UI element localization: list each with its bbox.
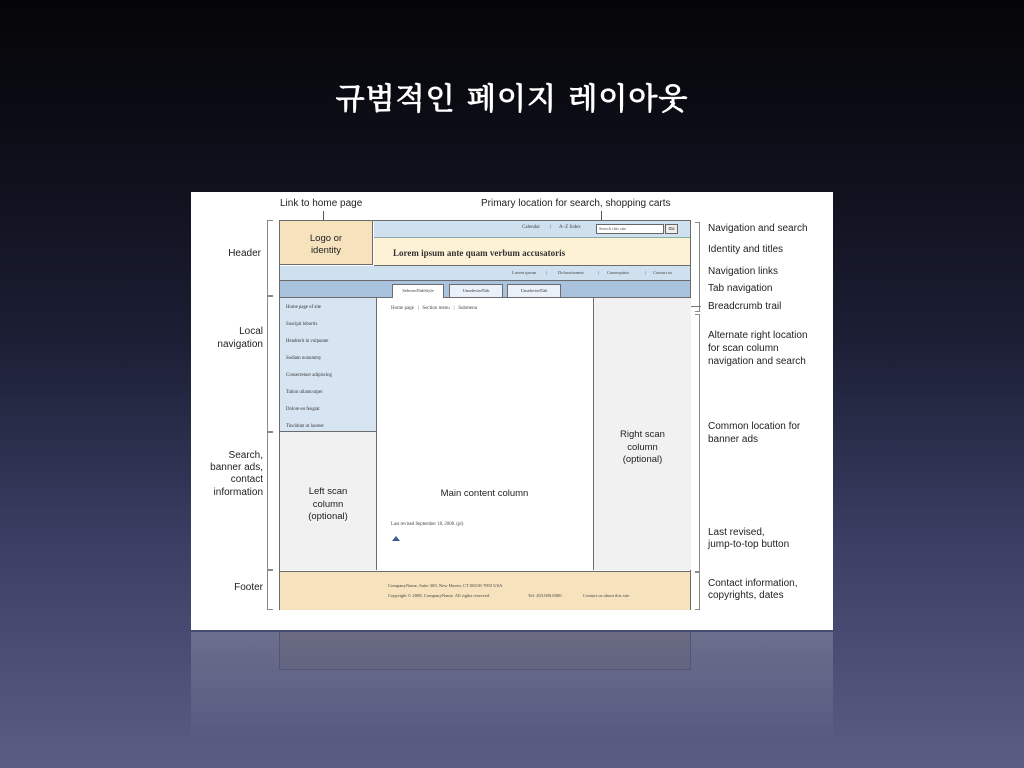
footer-contact: Contact us about this site. [583, 593, 631, 598]
right-scan-label-2: column [627, 441, 658, 453]
footer-copyright: Copyright © 2008, CompanyName. All rights reserved. [388, 593, 491, 598]
label-local-nav-1: Local [239, 326, 263, 337]
tab-bar [280, 281, 690, 298]
label-revised-2: jump-to-top button [708, 539, 790, 550]
label-search-4: information [213, 487, 263, 498]
local-nav-item: Sodiam nonummy [286, 356, 322, 361]
tab-unselected: UnselectedTab [449, 284, 503, 297]
label-home-link: Link to home page [280, 198, 363, 209]
brace-header [267, 220, 273, 296]
navlinks-strip: Lorem ipsum | Dolorsitoamet | Consequitur | Contact us [280, 266, 690, 281]
left-scan-column [280, 432, 377, 570]
util-az-index: A–Z Index [559, 225, 581, 230]
label-nav-search: Navigation and search [708, 223, 808, 234]
tab-selected: SelectedTabStyle [392, 284, 444, 298]
label-primary-search: Primary location for search, shopping carts [481, 198, 671, 209]
local-nav-item: Tation ullamcorper [286, 390, 323, 395]
label-nav-links: Navigation links [708, 266, 779, 277]
breadcrumb-trail: Home page | Section menu | Submenu [391, 306, 478, 311]
local-nav-item: Consectetuer adipiscing [286, 373, 332, 378]
local-nav-item: Suscipit lobortis [286, 322, 318, 327]
label-tab-nav: Tab navigation [708, 283, 773, 294]
local-nav-item: Hendrerit in vulputate [286, 339, 329, 344]
tab-unselected: UnselectedTab [507, 284, 561, 297]
identity-strip [374, 238, 690, 266]
right-scan-label-1: Right scan [620, 429, 665, 440]
slide-title: 규범적인 페이지 레이아웃 [335, 82, 689, 117]
brace-search [267, 432, 273, 570]
local-nav-item: Tincidunt ut laoreet [286, 424, 324, 429]
left-scan-label-1: Left scan [308, 486, 348, 497]
label-alt-right-2: for scan column [708, 343, 779, 354]
brace-right-content [695, 314, 700, 572]
card-reflection [191, 632, 833, 742]
jump-to-top-icon [392, 536, 400, 541]
label-search-2: banner ads, [210, 462, 263, 473]
label-local-nav-2: navigation [217, 339, 263, 350]
footer-band [280, 571, 690, 610]
label-identity: Identity and titles [708, 244, 784, 255]
label-search-1: Search, [228, 450, 263, 461]
layout-diagram [191, 192, 833, 630]
label-banner-2: banner ads [708, 434, 759, 445]
logo-text-2: identity [310, 245, 342, 256]
brace-right-footer [695, 572, 700, 610]
brace-footer [267, 570, 273, 610]
main-content-label: Main content column [440, 488, 529, 499]
label-alt-right-3: navigation and search [708, 356, 806, 367]
left-scan-label-2: column [312, 498, 344, 510]
utility-nav-strip [374, 221, 690, 238]
logo-text-1: Logo or [309, 233, 343, 244]
label-contact-1: Contact information, [708, 578, 798, 589]
main-content-column [377, 298, 592, 570]
right-scan-column [593, 298, 691, 570]
last-revised-text: Last revised September 18, 2008. (pl) [391, 522, 464, 527]
label-banner-1: Common location for [708, 421, 801, 432]
label-alt-right-1: Alternate right location [708, 330, 808, 341]
navlink-item: Lorem ipsum [512, 270, 537, 275]
identity-title: Lorem ipsum ante quam verbum accusatoris [393, 248, 566, 258]
brace-local-nav [267, 296, 273, 432]
util-calendar: Calendar [522, 225, 541, 230]
brace-right-header [695, 222, 700, 312]
navlink-item: Contact us [653, 270, 673, 275]
local-nav-item: Home page of site [286, 305, 322, 310]
page-wireframe [279, 220, 691, 610]
label-revised-1: Last revised, [708, 527, 765, 538]
local-nav-column [280, 298, 377, 432]
label-header: Header [228, 248, 261, 259]
footer-tel: Tel: 203.000.0000 [528, 593, 562, 598]
navlink-item: Dolorsitoamet [558, 270, 584, 275]
footer-address: CompanyName, Suite 300, New Haven, CT 06510-7003 USA [388, 583, 503, 588]
label-search-3: contact [230, 474, 263, 485]
label-contact-2: copyrights, dates [708, 590, 784, 601]
wireframe-go-button: Go [665, 224, 678, 234]
logo-box [280, 221, 373, 265]
left-scan-label-3: (optional) [308, 511, 348, 522]
util-sep: | [550, 225, 552, 230]
local-nav-item: Dolore eu feugiat [286, 407, 320, 412]
wireframe-search-box: Search this site [596, 224, 664, 234]
navlink-item: Consequitur [607, 270, 629, 275]
label-breadcrumb: Breadcrumb trail [708, 301, 782, 312]
right-scan-label-3: (optional) [622, 454, 663, 465]
label-footer: Footer [234, 582, 263, 593]
